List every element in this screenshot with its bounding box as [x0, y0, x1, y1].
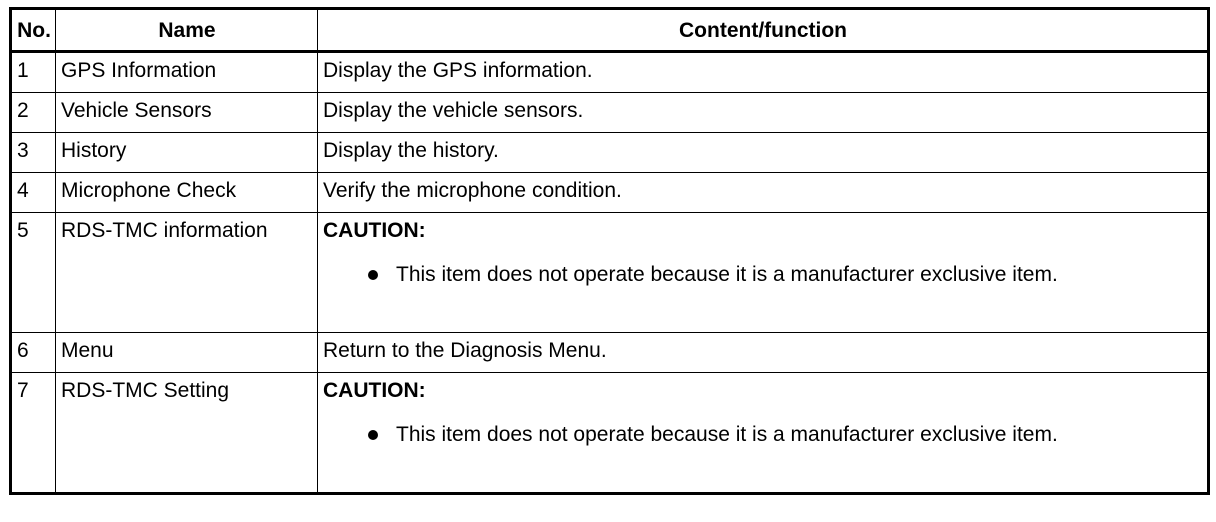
row-name: History — [56, 133, 318, 173]
bullet-icon — [368, 430, 378, 440]
header-no: No. — [11, 9, 56, 52]
row-name: Menu — [56, 333, 318, 373]
caution-bullet — [368, 422, 1203, 447]
row-name: RDS-TMC information — [56, 213, 318, 333]
row-content — [318, 373, 1209, 494]
bullet-icon — [368, 270, 378, 280]
table-row — [11, 133, 1209, 173]
row-content: Verify the microphone condition. — [318, 173, 1209, 213]
caution-label: CAUTION: — [323, 219, 426, 242]
table-row — [11, 173, 1209, 213]
header-name: Name — [56, 9, 318, 52]
caution-text: This item does not operate because it is a manufacturer exclusive item. — [396, 423, 1058, 446]
table-row — [11, 213, 1209, 333]
caution-text: This item does not operate because it is a manufacturer exclusive item. — [396, 263, 1058, 286]
row-no: 1 — [11, 52, 56, 93]
row-name: RDS-TMC Setting — [56, 373, 318, 494]
row-no: 5 — [11, 213, 56, 333]
caution-label: CAUTION: — [323, 379, 426, 402]
table-row — [11, 333, 1209, 373]
header-content: Content/function — [318, 9, 1209, 52]
table-row — [11, 93, 1209, 133]
row-no: 4 — [11, 173, 56, 213]
row-name: Microphone Check — [56, 173, 318, 213]
table-row — [11, 52, 1209, 93]
row-content: Display the history. — [318, 133, 1209, 173]
row-no: 6 — [11, 333, 56, 373]
row-name: Vehicle Sensors — [56, 93, 318, 133]
row-content: Return to the Diagnosis Menu. — [318, 333, 1209, 373]
row-content: Display the vehicle sensors. — [318, 93, 1209, 133]
row-no: 2 — [11, 93, 56, 133]
row-name: GPS Information — [56, 52, 318, 93]
caution-bullet — [368, 262, 1203, 287]
row-no: 7 — [11, 373, 56, 494]
row-content — [318, 213, 1209, 333]
function-table — [9, 7, 1210, 495]
table-header-row — [11, 9, 1209, 52]
table-row — [11, 373, 1209, 494]
row-no: 3 — [11, 133, 56, 173]
row-content: Display the GPS information. — [318, 52, 1209, 93]
